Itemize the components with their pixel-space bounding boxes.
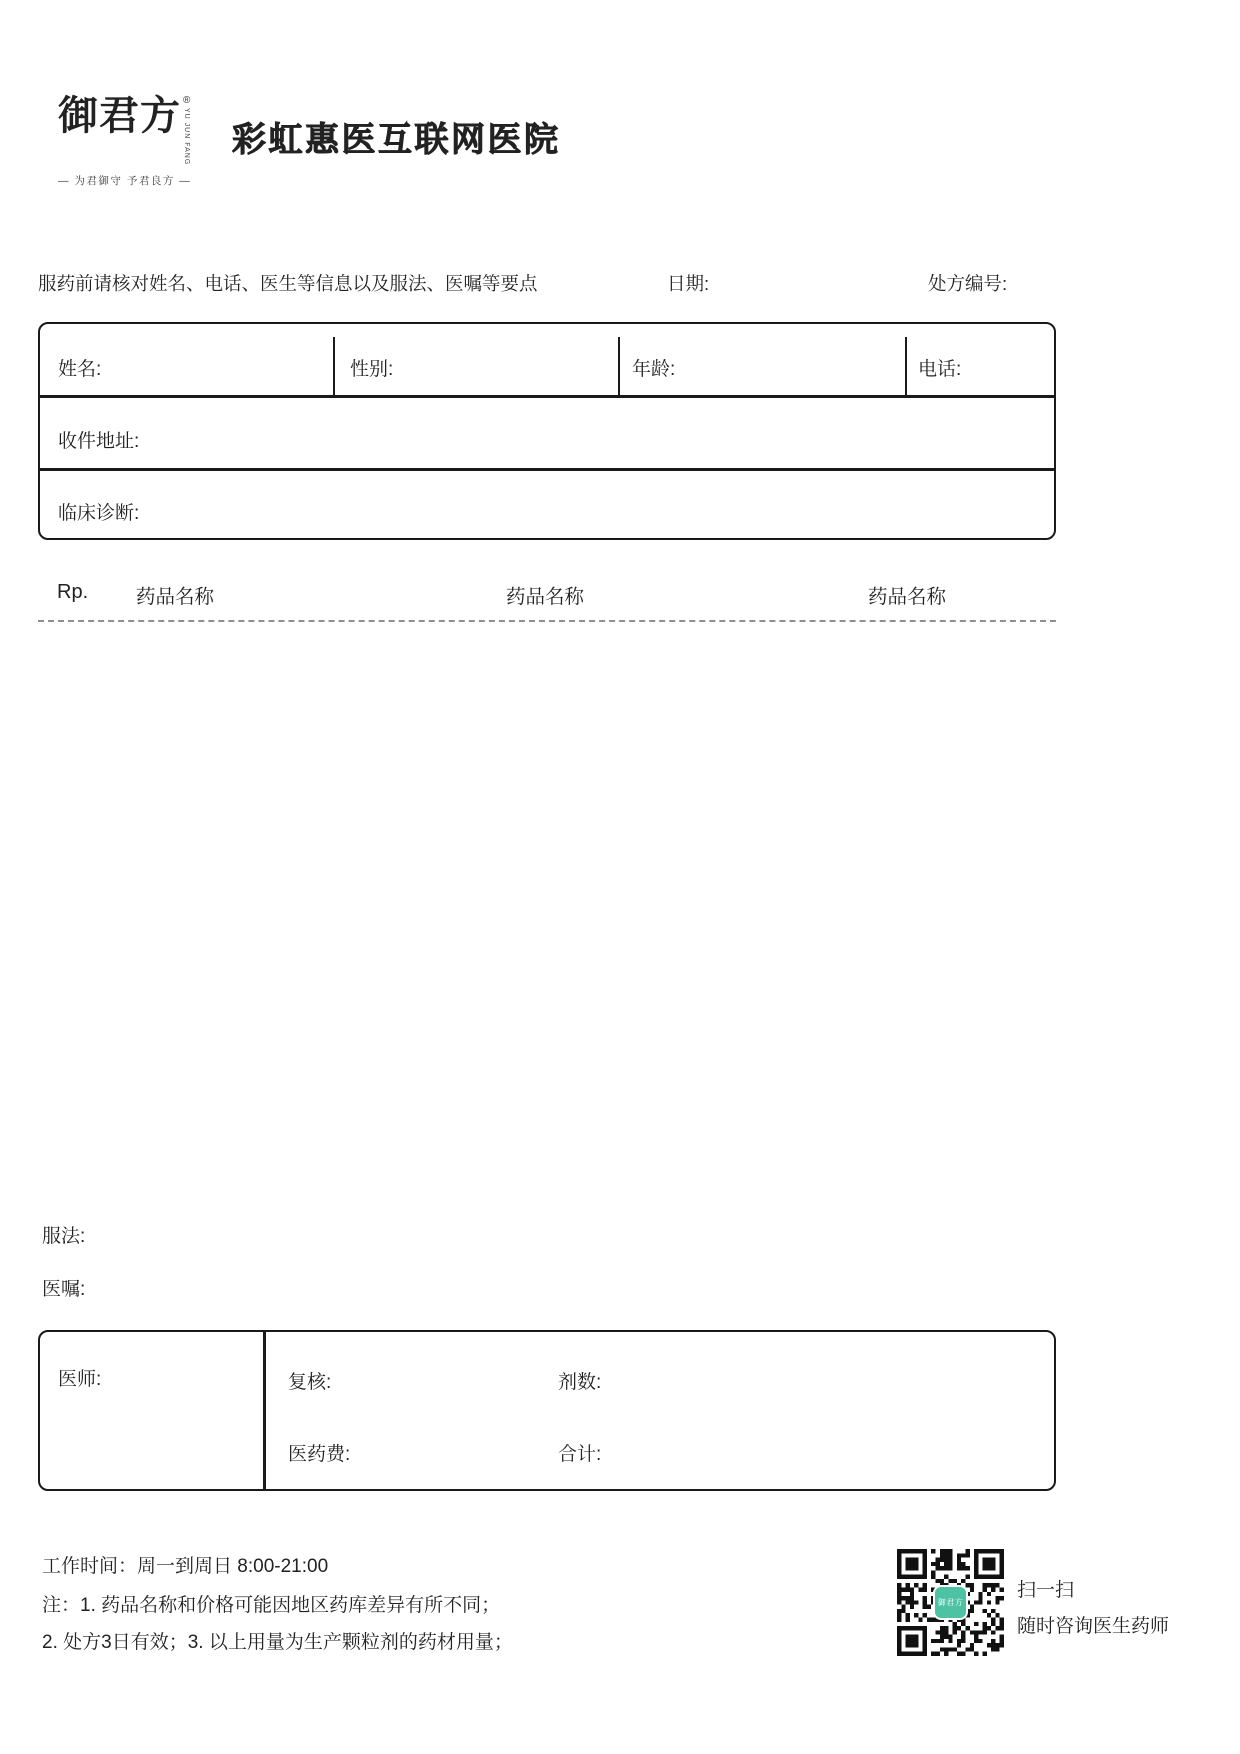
rp-label: Rp. [57,581,89,603]
column-separator [905,337,907,395]
dose-count-label: 剂数: [558,1372,602,1393]
total-label: 合计: [558,1444,602,1465]
footer-note-1: 注：1. 药品名称和价格可能因地区药库差异有所不同； [42,1595,501,1616]
row-divider [40,395,1054,398]
work-hours: 工作时间：周一到周日 8:00-21:00 [42,1556,329,1577]
usage-method-label: 服法: [42,1226,86,1247]
signoff-box [38,1330,1056,1491]
drug-name-column-header: 药品名称 [506,586,585,608]
brand-logo [58,92,208,188]
date-label: 日期: [667,273,710,294]
rx-header-row [0,581,1240,607]
drug-name-column-header: 药品名称 [868,586,947,608]
qr-center-logo-text: 御君方 [937,1598,964,1607]
gender-label: 性别: [350,359,394,380]
column-separator [618,337,620,395]
column-separator [333,337,335,395]
doctor-label: 医师: [58,1369,102,1390]
name-label: 姓名: [58,359,102,380]
brand-logo-vertical-text: YU JUN FANG [183,108,191,166]
verification-notice: 服药前请核对姓名、电话、医生等信息以及服法、医嘱等要点 [38,273,538,294]
patient-basic-row [40,324,1054,396]
diagnosis-label: 临床诊断: [58,503,140,524]
doctor-advice-label: 医嘱: [42,1279,86,1300]
row-divider [40,468,1054,471]
footer-note-2: 2. 处方3日有效；3. 以上用量为生产颗粒剂的药材用量； [42,1632,513,1653]
phone-label: 电话: [918,359,962,380]
registered-trademark-icon: ® [183,95,191,106]
signoff-divider [263,1332,266,1489]
rx-number-label: 处方编号: [928,273,1008,294]
qr-center-logo-badge [933,1585,968,1620]
scan-title: 扫一扫 [1017,1580,1075,1601]
hospital-name: 彩虹惠医互联网医院 [232,121,561,159]
patient-info-box [38,322,1056,540]
brand-tagline: — 为君御守 予君良方 — [58,175,192,188]
address-label: 收件地址: [58,431,140,452]
rx-dashed-divider [38,620,1056,622]
age-label: 年龄: [632,359,676,380]
drug-name-column-header: 药品名称 [136,586,215,608]
medicine-fee-label: 医药费: [288,1444,351,1465]
brand-logo-text: 御君方 [58,92,181,139]
scan-subtitle: 随时咨询医生药师 [1017,1616,1170,1637]
notice-row [38,270,1056,294]
review-label: 复核: [288,1372,332,1393]
qr-code [897,1549,1004,1656]
